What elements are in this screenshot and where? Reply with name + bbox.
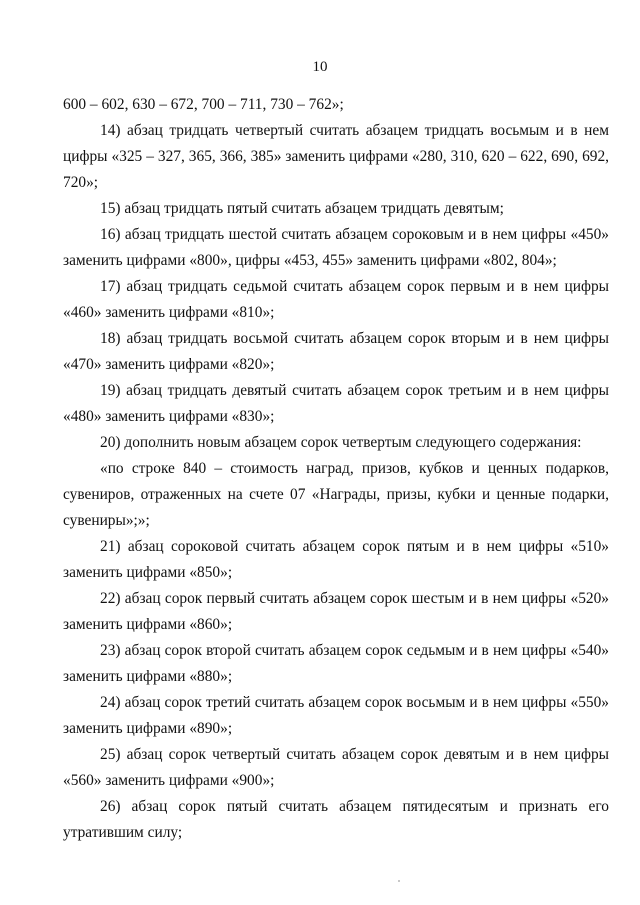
- paragraph-item-22: 22) абзац сорок первый считать абзацем сорок шестым и в нем цифры «520» заменить цифрами «860»;: [63, 590, 609, 633]
- paragraph-item-14: 14) абзац тридцать четвертый считать абзацем тридцать восьмым и в нем цифры «325 – 327, 365, 366, 385» заменить цифрами «280, 310, 620 – 622, 690, 692, 720»;: [63, 122, 609, 191]
- scan-speck: [398, 880, 400, 882]
- paragraph-item-20: 20) дополнить новым абзацем сорок четвертым следующего содержания:: [100, 434, 582, 451]
- paragraph-item-15: 15) абзац тридцать пятый считать абзацем тридцать девятым;: [100, 200, 504, 217]
- paragraph-item-18: 18) абзац тридцать восьмой считать абзацем сорок вторым и в нем цифры «470» заменить цифрами «820»;: [63, 330, 609, 373]
- paragraph-item-25: 25) абзац сорок четвертый считать абзацем сорок девятым и в нем цифры «560» заменить цифрами «900»;: [63, 746, 609, 789]
- paragraph-quoted-insert: «по строке 840 – стоимость наград, призов, кубков и ценных подарков, сувениров, отраженных на счете 07 «Награды, призы, кубки и ценные подарки, сувениры»;»;: [63, 460, 609, 529]
- paragraph-continuation: 600 – 602, 630 – 672, 700 – 711, 730 – 762»;: [63, 96, 344, 113]
- paragraph-item-26: 26) абзац сорок пятый считать абзацем пятидесятым и признать его утратившим силу;: [63, 798, 609, 841]
- paragraph-item-17: 17) абзац тридцать седьмой считать абзацем сорок первым и в нем цифры «460» заменить цифрами «810»;: [63, 278, 609, 321]
- document-body: [63, 92, 609, 846]
- paragraph-item-19: 19) абзац тридцать девятый считать абзацем сорок третьим и в нем цифры «480» заменить цифрами «830»;: [63, 382, 609, 425]
- page-number: 10: [312, 59, 328, 75]
- paragraph-item-24: 24) абзац сорок третий считать абзацем сорок восьмым и в нем цифры «550» заменить цифрами «890»;: [63, 694, 609, 737]
- paragraph-item-21: 21) абзац сороковой считать абзацем сорок пятым и в нем цифры «510» заменить цифрами «850»;: [63, 538, 609, 581]
- paragraph-item-23: 23) абзац сорок второй считать абзацем сорок седьмым и в нем цифры «540» заменить цифрами «880»;: [63, 642, 609, 685]
- paragraph-item-16: 16) абзац тридцать шестой считать абзацем сороковым и в нем цифры «450» заменить цифрами «800», цифры «453, 455» заменить цифрами «802, 804»;: [63, 226, 609, 269]
